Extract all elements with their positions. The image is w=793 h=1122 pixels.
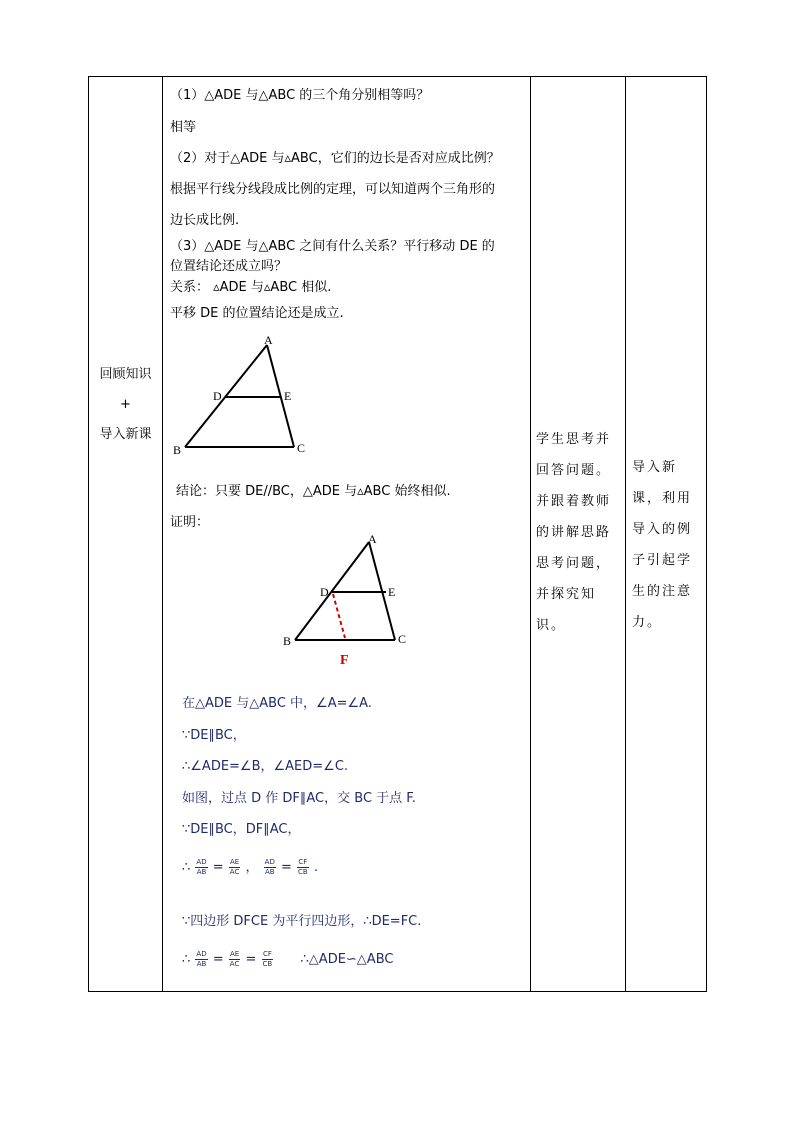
proof-final-line <box>182 950 393 969</box>
therefore-symbol: ∴ <box>182 860 191 875</box>
vertex-label-c: C <box>398 632 407 646</box>
fraction: $\frac{CF}{CB}$ <box>262 950 273 968</box>
equals-sign: = <box>280 860 292 875</box>
answer-2-line-2: 边长成比例. <box>170 213 240 228</box>
question-1: （1）△ADE 与△ABC 的三个角分别相等吗？ <box>170 88 430 103</box>
proof-line: ∵DE∥BC， <box>182 728 246 743</box>
section-title-cell <box>89 360 162 450</box>
vertex-label-b: B <box>173 443 182 457</box>
proof-line: ∵四边形 DFCE 为平行四边形，∴DE=FC. <box>182 914 422 929</box>
table-col-border <box>706 76 707 992</box>
proof-line: ∵DE∥BC，DF∥AC， <box>182 822 301 837</box>
proof-label: 证明： <box>170 515 210 530</box>
section-title-plus: + <box>120 397 131 412</box>
table-col-border <box>162 76 163 992</box>
equals-sign: = <box>245 952 257 967</box>
section-title-line: 回顾知识 <box>99 367 152 382</box>
vertex-label-b: B <box>283 634 292 648</box>
answer-3-line-2: 平移 DE 的位置结论还是成立. <box>170 306 344 321</box>
triangle-figure-1 <box>170 330 320 460</box>
proof-line: 在△ADE 与△ABC 中，∠A=∠A. <box>182 696 372 711</box>
therefore-symbol: ∴ <box>182 952 191 967</box>
similarity-conclusion: ∴△ADE∽△ABC <box>300 952 394 967</box>
vertex-label-d: D <box>320 585 329 599</box>
vertex-label-e: E <box>388 585 396 599</box>
vertex-label-a: A <box>264 333 273 347</box>
vertex-label-f: F <box>340 653 349 668</box>
vertex-label-e: E <box>284 389 292 403</box>
separator: ， <box>245 860 259 875</box>
question-3-line-2: 位置结论还成立吗？ <box>170 259 288 274</box>
question-2: （2）对于△ADE 与▵ABC，它们的边长是否对应成比例？ <box>170 151 500 166</box>
fraction: $\frac{AD}{AB}$ <box>264 858 275 876</box>
table-col-border <box>625 76 626 992</box>
design-intent-cell: 导入新课，利用导入的例子引起学生的注意力。 <box>632 460 693 630</box>
answer-1: 相等 <box>170 120 197 135</box>
conclusion: 结论：只要 DE//BC，△ADE 与▵ABC 始终相似. <box>176 484 451 499</box>
question-3-line-1: （3）△ADE 与△ABC 之间有什么关系？平行移动 DE 的 <box>170 239 495 254</box>
triangle-figure-2 <box>280 530 420 670</box>
answer-2-line-1: 根据平行线分线段成比例的定理，可以知道两个三角形的 <box>170 182 496 197</box>
vertex-label-d: D <box>213 389 222 403</box>
table-top-border <box>88 76 707 77</box>
fraction: $\frac{AD}{AB}$ <box>196 858 207 876</box>
fraction: $\frac{AD}{AB}$ <box>196 950 207 968</box>
section-title-line: 导入新课 <box>99 427 152 442</box>
fraction: $\frac{CF}{CB}$ <box>298 858 308 876</box>
proof-line: 如图，过点 D 作 DF∥AC，交 BC 于点 F. <box>182 791 416 806</box>
fraction: $\frac{AE}{AC}$ <box>229 950 240 968</box>
fraction: $\frac{AE}{AC}$ <box>229 858 240 876</box>
answer-3-line-1: 关系： ▵ADE 与▵ABC 相似. <box>170 280 332 295</box>
equals-sign: = <box>212 952 224 967</box>
equals-sign: = <box>212 860 224 875</box>
table-col-border <box>530 76 531 992</box>
student-activity-cell: 学生思考并回答问题。并跟着教师的讲解思路思考问题，并探究知识。 <box>536 432 612 633</box>
table-col-border <box>88 76 89 992</box>
vertex-label-c: C <box>297 441 306 455</box>
proof-line: ∴∠ADE=∠B，∠AED=∠C. <box>182 759 349 774</box>
period: . <box>313 860 319 875</box>
proof-ratio-line <box>182 856 318 877</box>
table-bottom-border <box>88 991 707 992</box>
vertex-label-a: A <box>368 532 377 546</box>
